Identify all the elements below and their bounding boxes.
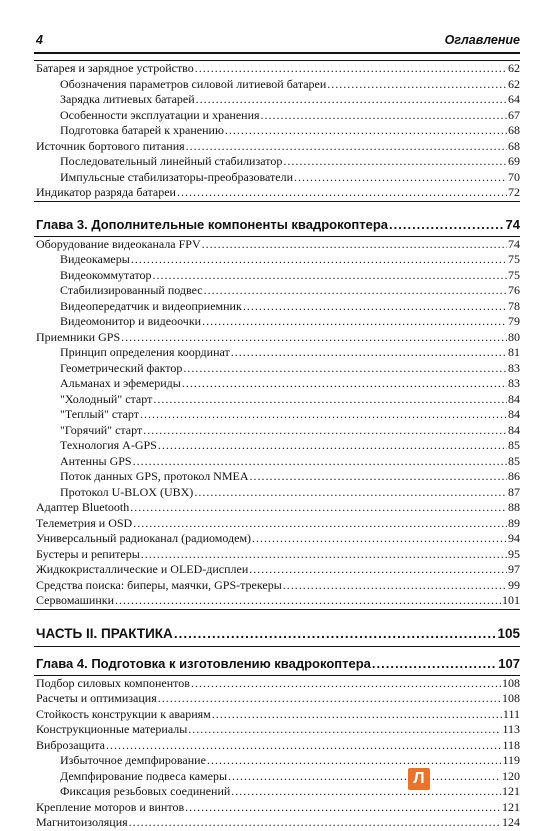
toc-page-number: 78: [508, 298, 520, 313]
toc-page-number: 64: [508, 92, 520, 106]
toc-entry[interactable]: [34, 578, 520, 594]
toc-page-number: 75: [508, 252, 520, 266]
toc-page-number: 121: [502, 784, 520, 798]
section-gap: [34, 610, 520, 622]
toc-title: Геометрический фактор: [60, 360, 183, 375]
toc-page-number: 99: [508, 577, 520, 592]
toc-title: Протокол U-BLOX (UBX): [60, 484, 194, 499]
toc-part[interactable]: [34, 622, 520, 646]
dot-leader: [140, 407, 507, 423]
toc-page-number: 74: [505, 216, 520, 232]
toc-title: ЧАСТЬ II. ПРАКТИКА: [36, 625, 173, 641]
toc-title: Технология A-GPS: [60, 438, 157, 452]
toc-title: "Холодный" старт: [60, 391, 153, 406]
toc-page-number: 81: [508, 345, 520, 359]
dot-leader: [283, 578, 507, 594]
toc-subentry[interactable]: [34, 753, 520, 769]
toc-page-number: 119: [502, 753, 520, 767]
toc-title: Антенны GPS: [60, 453, 132, 468]
dot-leader: [283, 154, 507, 170]
toc-subentry[interactable]: [34, 314, 520, 330]
toc-page-number: 84: [508, 391, 520, 406]
dot-leader: [182, 376, 507, 392]
dot-leader: [252, 531, 507, 547]
toc-page-number: 69: [508, 154, 520, 168]
dot-leader: [106, 738, 501, 754]
dot-leader: [243, 299, 507, 315]
toc-title: Обозначения параметров силовой литиевой батареи: [60, 76, 327, 91]
toc-entry[interactable]: [34, 593, 520, 609]
toc-entry[interactable]: [34, 185, 520, 201]
toc-subentry[interactable]: [34, 423, 520, 439]
toc-subentry[interactable]: [34, 392, 520, 408]
toc-entry[interactable]: [34, 722, 520, 738]
toc-title: Альманах и эфемериды: [60, 376, 181, 390]
toc-page-number: 86: [508, 469, 520, 483]
toc-page-number: 83: [508, 376, 520, 390]
toc-title: Последовательный линейный стабилизатор: [60, 154, 283, 168]
toc-subentry[interactable]: [34, 170, 520, 186]
toc-title: Принцип определения координат: [60, 345, 230, 359]
toc-page-number: 68: [508, 123, 520, 137]
toc-subentry[interactable]: [34, 469, 520, 485]
dot-leader: [141, 547, 507, 563]
toc-title: Средства поиска: биперы, маячки, GPS-трекеры: [36, 577, 282, 592]
toc-page-number: 62: [508, 61, 520, 75]
toc-title: Поток данных GPS, протокол NMEA: [60, 469, 249, 483]
dot-leader: [202, 237, 507, 253]
toc-entry[interactable]: [34, 237, 520, 253]
toc-title: Глава 3. Дополнительные компоненты квадрокоптера: [36, 216, 389, 232]
toc-page-number: 113: [502, 722, 520, 736]
dot-leader: [153, 268, 507, 284]
toc-subentry[interactable]: [34, 345, 520, 361]
dot-leader: [129, 815, 501, 831]
toc-entry[interactable]: [34, 738, 520, 754]
toc-page-number: 105: [497, 625, 520, 641]
toc-page-number: 124: [502, 815, 520, 829]
dot-leader: [196, 92, 507, 108]
toc-subentry[interactable]: [34, 299, 520, 315]
toc-title: "Теплый" старт: [60, 407, 140, 421]
toc-page-number: 85: [508, 438, 520, 452]
dot-leader: [131, 252, 507, 268]
toc-title: Бустеры и репитеры: [36, 546, 140, 561]
dot-leader: [231, 345, 507, 361]
toc-page-number: 108: [502, 675, 520, 690]
dot-leader: [389, 214, 505, 236]
dot-leader: [372, 653, 497, 675]
toc-entry[interactable]: [34, 562, 520, 578]
dot-leader: [228, 769, 501, 785]
toc-page-number: 88: [508, 500, 520, 514]
toc-page-number: 67: [508, 107, 520, 122]
toc-entry[interactable]: [34, 676, 520, 692]
dot-leader: [195, 61, 507, 77]
toc-subentry[interactable]: [34, 77, 520, 93]
dot-leader: [231, 784, 501, 800]
toc-title: Крепление моторов и винтов: [36, 799, 185, 814]
toc-title: Подбор силовых компонентов: [36, 675, 190, 690]
toc-title: Индикатор разряда батареи: [36, 185, 176, 199]
toc-title: Избыточное демпфирование: [60, 753, 206, 767]
toc-page-number: 95: [508, 546, 520, 561]
toc-title: Конструкционные материалы: [36, 722, 188, 736]
dot-leader: [177, 185, 507, 201]
toc-entry[interactable]: [34, 500, 520, 516]
toc-entry[interactable]: [34, 516, 520, 532]
dot-leader: [204, 283, 507, 299]
dot-leader: [185, 800, 501, 816]
toc-page-number: 80: [508, 329, 520, 344]
toc-title: Видеомонитор и видеоочки: [60, 314, 202, 328]
toc-entry[interactable]: [34, 139, 520, 155]
dot-leader: [327, 77, 507, 93]
toc-entry[interactable]: [34, 691, 520, 707]
toc-subentry[interactable]: [34, 784, 520, 800]
toc-title: Видеокоммутатор: [60, 267, 152, 282]
dot-leader: [153, 392, 507, 408]
dot-leader: [194, 485, 507, 501]
dot-leader: [294, 170, 507, 186]
dot-leader: [158, 438, 507, 454]
toc-page-number: 62: [508, 76, 520, 91]
toc-page-number: 94: [508, 531, 520, 545]
dot-leader: [202, 314, 507, 330]
toc-subentry[interactable]: [34, 154, 520, 170]
toc-page-number: 89: [508, 515, 520, 530]
toc-subentry[interactable]: [34, 376, 520, 392]
toc-page-number: 84: [508, 422, 520, 437]
dot-leader: [261, 108, 507, 124]
toc-title: Зарядка литиевых батарей: [60, 92, 195, 106]
toc-page-number: 84: [508, 407, 520, 421]
dot-leader: [225, 123, 507, 139]
dot-leader: [121, 330, 507, 346]
toc-subentry[interactable]: [34, 108, 520, 124]
running-title: Оглавление: [444, 33, 520, 47]
toc-page-number: 107: [498, 655, 520, 671]
dot-leader: [183, 361, 507, 377]
toc-subentry[interactable]: [34, 407, 520, 423]
toc-chapter[interactable]: [34, 214, 520, 236]
toc-title: Стабилизированный подвес: [60, 283, 203, 297]
toc-page-number: 120: [502, 768, 520, 783]
toc-page-number: 74: [508, 236, 520, 251]
toc-entry[interactable]: [34, 547, 520, 563]
toc-page-number: 118: [502, 737, 520, 752]
dot-leader: [130, 500, 507, 516]
toc-title: Виброзащита: [36, 737, 105, 752]
toc-entry[interactable]: [34, 815, 520, 831]
toc-page-number: 70: [508, 169, 520, 184]
toc-title: Адаптер Bluetooth: [36, 500, 130, 514]
dot-leader: [186, 139, 507, 155]
toc-page-number: 83: [508, 360, 520, 375]
toc-title: Сервомашинки: [36, 593, 115, 607]
toc-subentry[interactable]: [34, 438, 520, 454]
toc-subentry[interactable]: [34, 283, 520, 299]
toc-page-number: 108: [502, 691, 520, 705]
toc-title: Батарея и зарядное устройство: [36, 61, 194, 75]
toc-chapter[interactable]: [34, 653, 520, 675]
dot-leader: [207, 753, 502, 769]
toc-entry[interactable]: [34, 707, 520, 723]
toc-title: Фиксация резьбовых соединений: [60, 784, 231, 798]
toc-subentry[interactable]: [34, 92, 520, 108]
toc-title: Стойкость конструкции к авариям: [36, 706, 211, 721]
toc-entry[interactable]: [34, 531, 520, 547]
dot-leader: [191, 676, 501, 692]
toc-title: Оборудование видеоканала FPV: [36, 236, 201, 251]
toc-title: Магнитоизоляция: [36, 815, 128, 829]
toc-page-number: 72: [508, 185, 520, 199]
toc-page-number: 121: [502, 799, 520, 814]
dot-leader: [250, 469, 507, 485]
toc-title: Телеметрия и OSD: [36, 515, 133, 530]
toc-title: Жидкокристаллические и OLED-дисплеи: [36, 562, 249, 576]
table-of-contents: [34, 60, 520, 831]
toc-page-number: 76: [508, 283, 520, 297]
toc-page-number: 111: [502, 706, 520, 721]
toc-page-number: 97: [508, 562, 520, 576]
dot-leader: [133, 516, 507, 532]
toc-title: Особенности эксплуатации и хранения: [60, 107, 260, 122]
toc-title: Видеокамеры: [60, 252, 130, 266]
dot-leader: [133, 454, 507, 470]
dot-leader: [115, 593, 501, 609]
toc-title: Импульсные стабилизаторы-преобразователи: [60, 169, 293, 184]
dot-leader: [212, 707, 502, 723]
dot-leader: [143, 423, 507, 439]
toc-subentry[interactable]: [34, 485, 520, 501]
toc-page-number: 68: [508, 138, 520, 153]
toc-title: Источник бортового питания: [36, 138, 185, 153]
toc-title: Подготовка батарей к хранению: [60, 123, 224, 137]
toc-title: Универсальный радиоканал (радиомодем): [36, 531, 252, 545]
toc-subentry[interactable]: [34, 268, 520, 284]
page-header: [34, 30, 520, 54]
dot-leader: [249, 562, 507, 578]
dot-leader: [188, 722, 501, 738]
toc-title: Приемники GPS: [36, 329, 121, 344]
toc-page-number: 75: [508, 267, 520, 282]
dot-leader: [174, 622, 497, 646]
toc-page-number: 85: [508, 453, 520, 468]
toc-title: Демпфирование подвеса камеры: [60, 768, 228, 783]
section-gap: [34, 202, 520, 214]
dot-leader: [158, 691, 501, 707]
toc-subentry[interactable]: [34, 454, 520, 470]
toc-subentry[interactable]: [34, 252, 520, 268]
page-number: 4: [36, 33, 43, 47]
toc-subentry[interactable]: [34, 361, 520, 377]
toc-title: "Горячий" старт: [60, 422, 143, 437]
toc-title: Видеопередатчик и видеоприемник: [60, 298, 242, 313]
toc-subentry[interactable]: [34, 123, 520, 139]
toc-title: Расчеты и оптимизация: [36, 691, 157, 705]
toc-page-number: 101: [502, 593, 520, 607]
toc-entry[interactable]: [34, 330, 520, 346]
toc-page-number: 79: [508, 314, 520, 328]
toc-entry[interactable]: [34, 800, 520, 816]
toc-entry[interactable]: [34, 61, 520, 77]
toc-title: Глава 4. Подготовка к изготовлению квадрокоптера: [36, 655, 371, 671]
publisher-logo: Л: [408, 768, 430, 790]
toc-page-number: 87: [508, 484, 520, 499]
toc-subentry[interactable]: [34, 769, 520, 785]
